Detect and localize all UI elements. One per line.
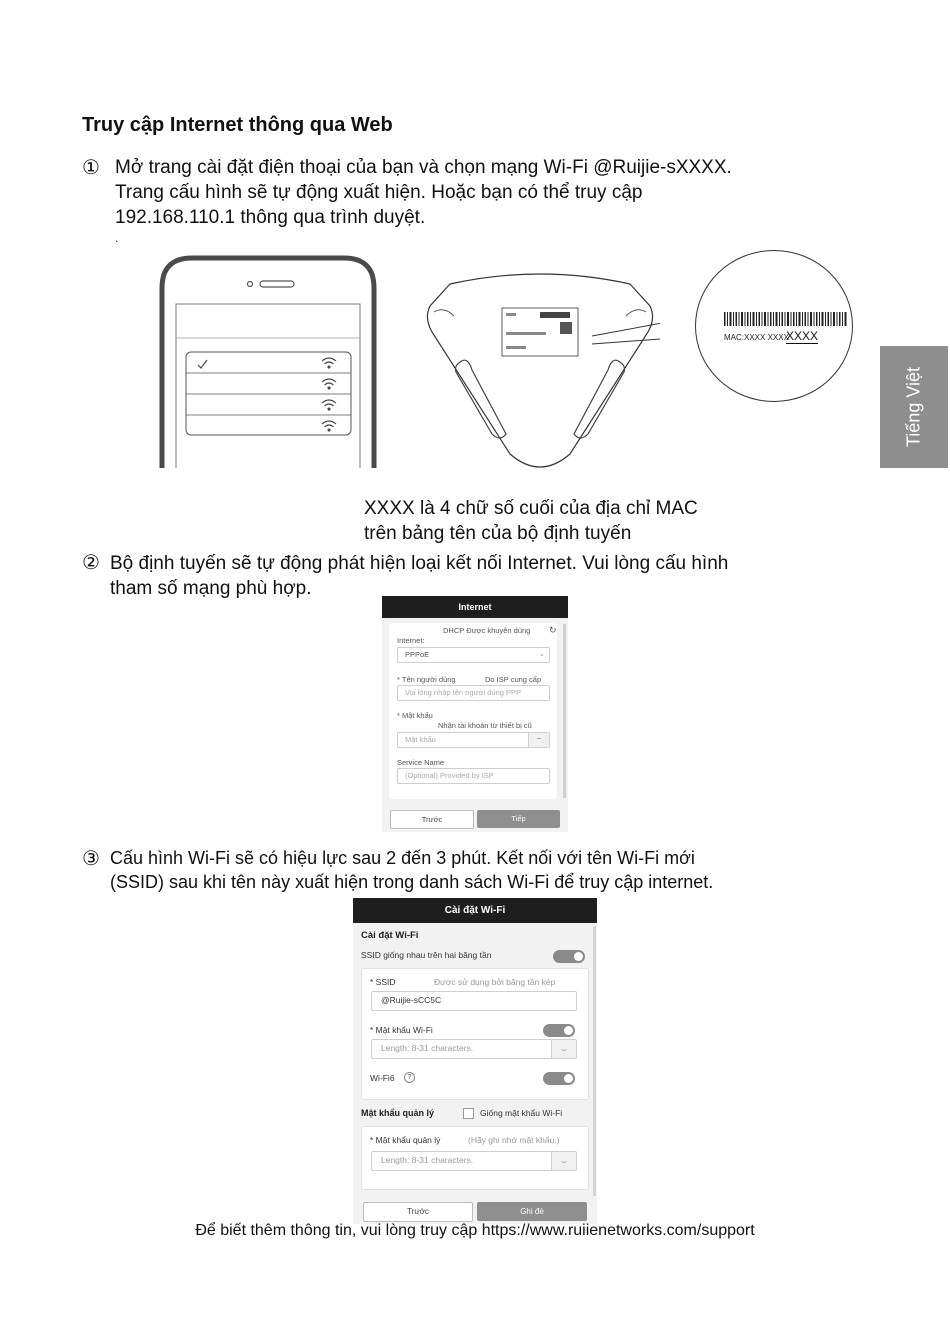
scrollbar[interactable] (563, 624, 566, 798)
caption-line: XXXX là 4 chữ số cuối của địa chỉ MAC (364, 498, 698, 519)
eye-icon[interactable]: ⌣ (528, 733, 549, 747)
step-1-number: ① (82, 157, 100, 179)
service-input[interactable] (397, 768, 550, 784)
step-1-line: Trang cấu hình sẽ tự động xuất hiện. Hoặc bạn có thể truy cập (115, 182, 643, 203)
internet-label: Internet: (397, 636, 425, 645)
step-1-text (115, 155, 732, 246)
password-input[interactable] (397, 732, 550, 748)
step-2-line: tham số mạng phù hợp. (110, 578, 312, 599)
step-1-line: Mở trang cài đặt điện thoại của bạn và chọn mạng Wi-Fi @Ruijie-sXXXX. (115, 157, 732, 178)
ssid-card (361, 968, 589, 1100)
eye-icon[interactable]: ⌣ (551, 1152, 576, 1170)
internet-type-select[interactable] (397, 647, 550, 663)
qr-code (560, 322, 572, 334)
step-2-text (110, 551, 728, 601)
internet-panel-title: Internet (382, 596, 568, 618)
language-tab (880, 346, 948, 468)
wifi-password-label: * Mật khẩu Wi-Fi (370, 1025, 433, 1035)
step-3-line: Cấu hình Wi-Fi sẽ có hiệu lực sau 2 đến 3 phút. Kết nối với tên Wi-Fi mới (110, 848, 695, 868)
prev-button[interactable]: Trước (390, 810, 474, 829)
wifi-list (186, 352, 351, 435)
save-button[interactable]: Ghi đè (477, 1202, 587, 1221)
wifi-panel-title: Cài đặt Wi-Fi (353, 898, 597, 923)
username-placeholder: Vui lòng nhập tên người dùng PPP (405, 688, 521, 697)
eye-icon[interactable]: ⌣ (551, 1040, 576, 1058)
same-ssid-label: SSID giống nhau trên hai băng tần (361, 950, 492, 960)
username-label: * Tên người dùng (397, 675, 456, 684)
internet-form-card (389, 623, 557, 799)
password-label: * Mật khẩu (397, 711, 433, 720)
step-3-line: (SSID) sau khi tên này xuất hiện trong danh sách Wi-Fi để truy cập internet. (110, 872, 714, 892)
ssid-hint: Được sử dụng bởi băng tần kép (434, 977, 556, 987)
admin-password-input[interactable] (371, 1151, 577, 1171)
footer-note: Để biết thêm thông tin, vui lòng truy cập https://www.ruiienetworks.com/support (195, 1222, 755, 1239)
wifi-password-toggle[interactable] (543, 1024, 575, 1037)
username-input[interactable] (397, 685, 550, 701)
mac-label-prefix: MAC:XXXX XXXX (724, 333, 789, 342)
username-hint: Do ISP cung cấp (485, 675, 542, 684)
router-illustration (420, 266, 660, 474)
admin-section-title: Mật khẩu quản lý (361, 1108, 435, 1118)
detect-status: DHCP Được khuyên dùng (443, 626, 531, 635)
help-icon[interactable]: ? (404, 1072, 415, 1083)
caption-line: trên bảng tên của bộ định tuyến (364, 523, 632, 544)
router-body (427, 274, 652, 467)
mac-label-suffix: XXXX (786, 329, 819, 343)
ssid-value: @Ruijie-sCC5C (381, 995, 442, 1005)
language-tab-label: Tiếng Việt (903, 366, 924, 448)
phone-speaker (260, 281, 294, 287)
step-1-line: 192.168.110.1 thông qua trình duyệt. (115, 207, 426, 228)
wifi-password-input[interactable] (371, 1039, 577, 1059)
admin-password-hint: (Hãy ghi nhớ mật khẩu.) (468, 1135, 560, 1145)
admin-password-label: * Mật khẩu quản lý (370, 1135, 441, 1145)
wifi6-toggle[interactable] (543, 1072, 575, 1085)
chevron-down-icon: ⌄ (538, 649, 545, 658)
step-3-text (110, 846, 713, 894)
step-2-number: ② (82, 552, 100, 574)
barcode (724, 312, 848, 328)
internet-type-value: PPPoE (405, 650, 430, 659)
wifi-panel (353, 898, 597, 1224)
ssid-label: * SSID (370, 977, 396, 987)
internet-panel (382, 596, 568, 832)
password-hint: Nhận tài khoản từ thiết bị cũ (438, 721, 532, 730)
refresh-icon[interactable]: ↻ (549, 625, 557, 635)
password-placeholder: Mật khẩu (405, 735, 436, 744)
phone-camera (248, 282, 253, 287)
wifi6-label: Wi-Fi6 (370, 1073, 395, 1083)
page-title: Truy cập Internet thông qua Web (82, 114, 393, 136)
step-1-line: . (115, 231, 119, 245)
step-3-number: ③ (82, 848, 100, 870)
step-2-line: Bộ định tuyến sẽ tự động phát hiện loại kết nối Internet. Vui lòng cấu hình (110, 553, 729, 574)
service-label: Service Name (397, 758, 445, 767)
wifi-section-title: Cài đặt Wi-Fi (361, 930, 419, 941)
same-as-wifi-label: Giống mật khẩu Wi-Fi (480, 1108, 563, 1118)
router-caption (364, 496, 698, 546)
ssid-input[interactable] (371, 991, 577, 1011)
same-as-wifi-checkbox[interactable] (463, 1108, 474, 1119)
admin-password-placeholder: Length: 8-31 characters. (381, 1155, 474, 1165)
phone-illustration (158, 254, 378, 470)
scrollbar[interactable] (593, 926, 596, 1196)
wifi-password-placeholder: Length: 8-31 characters. (381, 1043, 474, 1053)
same-ssid-toggle[interactable] (553, 950, 585, 963)
prev-button[interactable]: Trước (363, 1202, 473, 1222)
next-button[interactable]: Tiếp (477, 810, 560, 828)
admin-password-card (361, 1126, 589, 1190)
service-placeholder: (Optional) Provided by ISP (405, 771, 494, 780)
